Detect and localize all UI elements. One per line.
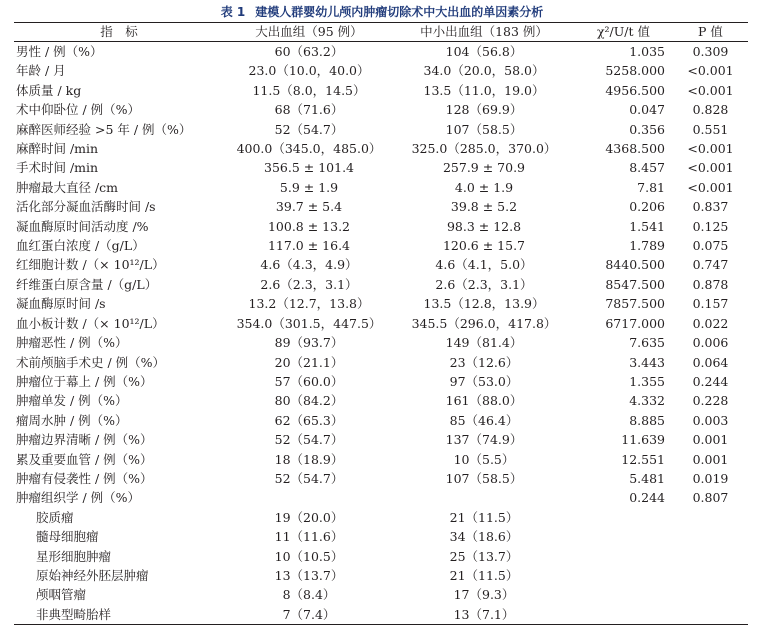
cell-statistic: [574, 605, 673, 625]
cell-minor-bleeding: 149（81.4）: [445, 335, 523, 351]
table-row: [14, 547, 748, 566]
cell-minor-bleeding: 128（69.9）: [445, 102, 523, 118]
cell-p-value: [673, 605, 748, 625]
cell-statistic: 5.481: [629, 470, 665, 486]
table-row: [14, 275, 748, 294]
cell-statistic: 12.551: [621, 451, 665, 467]
cell-statistic: 3.443: [629, 354, 665, 370]
row-label: 血小板计数 /（× 10¹²/L）: [16, 315, 165, 331]
cell-major-bleeding: [224, 488, 394, 507]
cell-p-value: <0.001: [687, 179, 734, 195]
cell-statistic: 4368.500: [605, 141, 665, 157]
cell-p-value: 0.551: [692, 121, 729, 137]
cell-minor-bleeding: 104（56.8）: [445, 44, 523, 59]
table-row: [14, 81, 748, 100]
cell-major-bleeding: 100.8 ± 13.2: [267, 218, 351, 234]
cell-p-value: 0.022: [692, 315, 729, 331]
table-row: [14, 100, 748, 119]
cell-minor-bleeding: 25（13.7）: [449, 548, 519, 564]
cell-minor-bleeding: 2.6（2.3，3.1）: [435, 276, 533, 292]
cell-major-bleeding: 68（71.6）: [274, 102, 344, 118]
row-label: 肿瘤单发 / 例（%）: [16, 393, 128, 409]
row-label: 肿瘤恶性 / 例（%）: [16, 335, 128, 351]
table-row: [14, 333, 748, 352]
cell-statistic: [574, 585, 673, 604]
cell-minor-bleeding: [394, 488, 574, 507]
table-row: [14, 391, 748, 410]
row-label: 肿瘤组织学 / 例（%）: [16, 490, 141, 506]
cell-p-value: 0.006: [692, 335, 729, 351]
cell-major-bleeding: 13.2（12.7，13.8）: [248, 296, 370, 312]
table-row: [14, 139, 748, 158]
table-row: [14, 469, 748, 488]
row-label: 原始神经外胚层肿瘤: [36, 567, 149, 583]
cell-statistic: 1.541: [629, 218, 665, 234]
row-label: 纤维蛋白原含量 /（g/L）: [16, 276, 158, 292]
cell-major-bleeding: 20（21.1）: [274, 354, 344, 370]
cell-minor-bleeding: 120.6 ± 15.7: [442, 238, 526, 254]
cell-p-value: 0.747: [692, 257, 729, 273]
row-label: 瘤周水肿 / 例（%）: [16, 412, 128, 428]
cell-p-value: 0.001: [692, 432, 729, 448]
cell-major-bleeding: 57（60.0）: [274, 373, 344, 389]
row-label: 星形细胞肿瘤: [36, 548, 112, 564]
cell-statistic: 8.885: [629, 412, 665, 428]
cell-statistic: [574, 547, 673, 566]
header-major-bleeding: 大出血组（95 例）: [224, 23, 394, 42]
cell-major-bleeding: 7（7.4）: [224, 605, 394, 625]
table-row: [14, 197, 748, 216]
cell-statistic: 0.356: [629, 121, 665, 137]
table-row: [14, 120, 748, 139]
cell-minor-bleeding: 34（18.6）: [449, 529, 519, 545]
table-row: [14, 255, 748, 274]
cell-minor-bleeding: 21（11.5）: [449, 509, 519, 525]
cell-statistic: 7.81: [637, 179, 665, 195]
row-label: 男性 / 例（%）: [16, 44, 103, 59]
cell-major-bleeding: 52（54.7）: [274, 121, 344, 137]
cell-minor-bleeding: 4.6（4.1，5.0）: [435, 257, 533, 273]
cell-major-bleeding: 62（65.3）: [274, 412, 344, 428]
cell-minor-bleeding: 97（53.0）: [449, 373, 519, 389]
cell-p-value: 0.244: [692, 373, 729, 389]
row-label: 肿瘤位于幕上 / 例（%）: [16, 373, 153, 389]
cell-major-bleeding: 52（54.7）: [274, 470, 344, 486]
table-row: [14, 430, 748, 449]
cell-p-value: 0.157: [692, 296, 729, 312]
row-label: 年龄 / 月: [16, 63, 66, 79]
row-label: 凝血酶原时间 /s: [16, 296, 106, 312]
cell-p-value: <0.001: [687, 82, 734, 98]
cell-minor-bleeding: 17（9.3）: [453, 587, 515, 603]
cell-minor-bleeding: 23（12.6）: [449, 354, 519, 370]
cell-p-value: 0.019: [692, 470, 729, 486]
cell-statistic: 4956.500: [605, 82, 665, 98]
cell-statistic: 5258.000: [605, 63, 665, 79]
table-row: [14, 42, 748, 62]
univariate-analysis-table: [14, 22, 748, 625]
header-statistic: χ²/U/t 值: [574, 23, 673, 42]
header-indicator: 指 标: [14, 23, 224, 42]
table-caption: [0, 2, 764, 22]
table-row: [14, 372, 748, 391]
cell-p-value: [673, 527, 748, 546]
cell-p-value: 0.828: [692, 102, 729, 118]
cell-major-bleeding: 60（63.2）: [274, 44, 344, 59]
table-row: [14, 314, 748, 333]
cell-minor-bleeding: 98.3 ± 12.8: [446, 218, 522, 234]
cell-minor-bleeding: 34.0（20.0，58.0）: [423, 63, 545, 79]
cell-major-bleeding: 11（11.6）: [274, 529, 344, 545]
cell-minor-bleeding: 85（46.4）: [449, 412, 519, 428]
table-title: 建模人群婴幼儿颅内肿瘤切除术中大出血的单因素分析: [255, 5, 544, 19]
header-minor-bleeding: 中小出血组（183 例）: [394, 23, 574, 42]
cell-p-value: 0.064: [692, 354, 729, 370]
cell-statistic: 1.035: [629, 44, 665, 59]
row-label: 体质量 / kg: [16, 82, 82, 98]
row-label: 累及重要血管 / 例（%）: [16, 451, 153, 467]
table-row: [14, 294, 748, 313]
row-label: 髓母细胞瘤: [36, 529, 99, 545]
cell-minor-bleeding: 325.0（285.0，370.0）: [411, 141, 557, 157]
row-label: 非典型畸胎样: [14, 605, 224, 625]
cell-statistic: 8.457: [629, 160, 665, 176]
cell-p-value: [673, 566, 748, 585]
row-label: 麻醉时间 /min: [16, 141, 99, 157]
table-row: [14, 488, 748, 507]
cell-minor-bleeding: 4.0 ± 1.9: [454, 179, 514, 195]
cell-p-value: 0.075: [692, 238, 729, 254]
cell-major-bleeding: 400.0（345.0，485.0）: [236, 141, 382, 157]
cell-statistic: 7.635: [629, 335, 665, 351]
table-row: [14, 450, 748, 469]
cell-major-bleeding: 4.6（4.3，4.9）: [260, 257, 358, 273]
cell-minor-bleeding: 13.5（11.0，19.0）: [423, 82, 545, 98]
table-row: [14, 353, 748, 372]
cell-minor-bleeding: 107（58.5）: [445, 121, 523, 137]
table-row: [14, 566, 748, 585]
table-row: [14, 158, 748, 177]
cell-minor-bleeding: 21（11.5）: [449, 567, 519, 583]
cell-p-value: 0.125: [692, 218, 729, 234]
row-label: 血红蛋白浓度 /（g/L）: [16, 238, 145, 254]
cell-major-bleeding: 117.0 ± 16.4: [267, 238, 351, 254]
cell-major-bleeding: 8（8.4）: [282, 587, 336, 603]
cell-p-value: <0.001: [687, 141, 734, 157]
cell-major-bleeding: 19（20.0）: [274, 509, 344, 525]
table-number: 表 1: [220, 5, 246, 19]
row-label: 手术时间 /min: [16, 160, 99, 176]
cell-major-bleeding: 39.7 ± 5.4: [275, 199, 343, 215]
row-label: 术前颅脑手术史 / 例（%）: [16, 354, 166, 370]
cell-major-bleeding: 18（18.9）: [274, 451, 344, 467]
cell-p-value: 0.837: [692, 199, 729, 215]
table-row: [14, 527, 748, 546]
cell-statistic: 1.355: [629, 373, 665, 389]
cell-statistic: 1.789: [629, 238, 665, 254]
cell-major-bleeding: 89（93.7）: [274, 335, 344, 351]
row-label: 肿瘤有侵袭性 / 例（%）: [16, 470, 153, 486]
cell-statistic: 0.047: [629, 102, 665, 118]
table-row: [14, 585, 748, 604]
table-row: [14, 605, 748, 625]
row-label: 颅咽管瘤: [36, 587, 87, 603]
cell-statistic: [574, 566, 673, 585]
cell-major-bleeding: 23.0（10.0，40.0）: [248, 63, 370, 79]
cell-minor-bleeding: 137（74.9）: [445, 432, 523, 448]
table-row: [14, 217, 748, 236]
table-header-row: [14, 23, 748, 42]
cell-p-value: 0.309: [692, 44, 729, 59]
row-label: 术中仰卧位 / 例（%）: [16, 102, 141, 118]
cell-major-bleeding: 52（54.7）: [274, 432, 344, 448]
cell-statistic: 11.639: [621, 432, 665, 448]
cell-statistic: 8440.500: [605, 257, 665, 273]
row-label: 活化部分凝血活酶时间 /s: [16, 199, 156, 215]
cell-p-value: 0.003: [692, 412, 729, 428]
row-label: 红细胞计数 /（× 10¹²/L）: [16, 257, 165, 273]
row-label: 胶质瘤: [36, 509, 74, 525]
cell-p-value: 0.807: [692, 490, 729, 506]
cell-major-bleeding: 356.5 ± 101.4: [264, 160, 354, 176]
cell-statistic: [574, 508, 673, 527]
row-label: 凝血酶原时间活动度 /%: [16, 218, 149, 234]
cell-statistic: 4.332: [629, 393, 665, 409]
cell-minor-bleeding: 107（58.5）: [445, 470, 523, 486]
cell-p-value: 0.228: [692, 393, 729, 409]
cell-p-value: 0.878: [692, 276, 729, 292]
table-row: [14, 411, 748, 430]
cell-major-bleeding: 5.9 ± 1.9: [279, 179, 339, 195]
cell-major-bleeding: 13（13.7）: [274, 567, 344, 583]
cell-p-value: <0.001: [687, 160, 734, 176]
cell-statistic: 0.244: [629, 490, 665, 506]
cell-statistic: 7857.500: [605, 296, 665, 312]
table-row: [14, 61, 748, 80]
table-row: [14, 178, 748, 197]
cell-p-value: [673, 547, 748, 566]
header-p-value: P 值: [673, 23, 748, 42]
cell-p-value: [673, 508, 748, 527]
cell-p-value: 0.001: [692, 451, 729, 467]
cell-major-bleeding: 2.6（2.3，3.1）: [260, 276, 358, 292]
row-label: 麻醉医师经验 >5 年 / 例（%）: [16, 121, 192, 137]
cell-minor-bleeding: 345.5（296.0，417.8）: [411, 315, 557, 331]
cell-p-value: [673, 585, 748, 604]
cell-statistic: 8547.500: [605, 276, 665, 292]
table-row: [14, 508, 748, 527]
cell-statistic: 6717.000: [605, 315, 665, 331]
cell-p-value: <0.001: [687, 63, 734, 79]
cell-major-bleeding: 354.0（301.5，447.5）: [236, 315, 382, 331]
cell-minor-bleeding: 10（5.5）: [453, 451, 515, 467]
cell-minor-bleeding: 161（88.0）: [445, 393, 523, 409]
cell-statistic: [574, 527, 673, 546]
row-label: 肿瘤最大直径 /cm: [16, 179, 119, 195]
cell-minor-bleeding: 13（7.1）: [394, 605, 574, 625]
row-label: 肿瘤边界清晰 / 例（%）: [16, 432, 153, 448]
cell-minor-bleeding: 257.9 ± 70.9: [442, 160, 526, 176]
cell-major-bleeding: 80（84.2）: [274, 393, 344, 409]
table-row: [14, 236, 748, 255]
cell-minor-bleeding: 13.5（12.8，13.9）: [423, 296, 545, 312]
cell-minor-bleeding: 39.8 ± 5.2: [450, 199, 518, 215]
cell-major-bleeding: 11.5（8.0，14.5）: [252, 82, 366, 98]
cell-statistic: 0.206: [629, 199, 665, 215]
cell-major-bleeding: 10（10.5）: [274, 548, 344, 564]
